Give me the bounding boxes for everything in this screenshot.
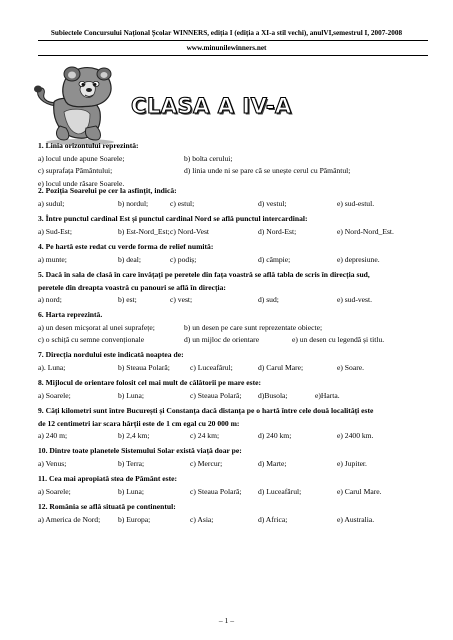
question-2: 2. Poziția Soarelui pe cer la asfințit, indică: <box>38 186 177 195</box>
question-9-option-c: c) 24 km; <box>190 431 220 440</box>
lion-cub-mascot-icon <box>30 62 122 146</box>
question-3-option-e: e) Nord-Nord_Est. <box>337 226 394 236</box>
question-1-option-a: a) locul unde apune Soarele; <box>38 153 125 163</box>
question-10-option-d: d) Marte; <box>258 458 287 468</box>
question-1: 1. Linia orizontului reprezintă: <box>38 141 139 150</box>
question-3-option-b: b) Est-Nord_Est; <box>118 226 170 236</box>
question-2-option-e: e) sud-estul. <box>337 198 375 208</box>
question-6-option-e: e) un desen cu legendă și titlu. <box>292 335 385 344</box>
question-5-option-a: a) nord; <box>38 295 62 304</box>
question-12-option-b: b) Europa; <box>118 514 151 524</box>
question-6-option-a: a) un desen micșorat al unei suprafețe; <box>38 322 155 332</box>
question-9-option-b: b) 2,4 km; <box>118 431 150 440</box>
question-10-option-b: b) Terra; <box>118 458 145 468</box>
question-3-option-a: a) Sud-Est; <box>38 226 72 236</box>
question-8-option-d: d)Busola; <box>258 390 288 400</box>
question-6-option-d: d) un mijloc de orientare <box>184 335 260 344</box>
question-11-option-d: d) Luceafărul; <box>258 486 302 496</box>
question-6-option-c: c) o schiță cu semne convenționale <box>38 335 145 344</box>
question-7-option-e: e) Soare. <box>337 362 364 372</box>
question-4-option-e: e) depresiune. <box>337 254 380 264</box>
question-4: 4. Pe hartă este redat cu verde forma de relief numită: <box>38 242 214 251</box>
page-title: CLASA A IV-A <box>131 94 292 118</box>
question-1-option-c: c) suprafața Pământului; <box>38 166 113 175</box>
question-8-option-e: e)Harta. <box>315 390 340 400</box>
question-5-option-b: b) est; <box>118 295 137 304</box>
question-12: 12. România se află situată pe continentul: <box>38 502 176 511</box>
question-1-option-e: e) locul unde răsare Soarele. <box>38 178 125 188</box>
question-1-option-b: b) bolta cerului; <box>184 153 233 163</box>
header-divider <box>38 40 428 41</box>
question-7-option-a: a). Luna; <box>38 362 66 372</box>
question-8-option-a: a) Soarele; <box>38 390 71 400</box>
question-11-option-a: a) Soarele; <box>38 486 71 496</box>
question-11-option-c: c) Steaua Polară; <box>190 486 242 496</box>
question-3-option-c: c) Nord-Vest <box>170 226 210 236</box>
question-9-option-d: d) 240 km; <box>258 431 292 440</box>
question-6-option-b: b) un desen pe care sunt reprezentate obiecte; <box>184 322 323 332</box>
question-5-option-c: c) vest; <box>170 295 193 304</box>
header-website: www.minunilewinners.net <box>186 44 267 52</box>
question-2-option-d: d) vestul; <box>258 198 287 208</box>
question-9: 9. Câți kilometri sunt între București și Constanța dacă distanța pe o hartă între cele două localități este <box>38 406 374 415</box>
question-9-option-a: a) 240 m; <box>38 431 68 440</box>
question-4-option-b: b) deal; <box>118 254 141 264</box>
page-number: – 1 – <box>218 616 235 625</box>
question-7-option-b: b) Steaua Polară; <box>118 362 170 372</box>
question-3: 3. Între punctul cardinal Est și punctul cardinal Nord se află punctul intercardinal: <box>38 214 308 223</box>
question-1-option-d: d) linia unde ni se pare că se unește cerul cu Pământul; <box>184 166 351 175</box>
question-7-option-c: c) Luceafărul; <box>190 362 233 372</box>
question-8-option-c: c) Steaua Polară; <box>190 390 242 400</box>
question-12-option-d: d) Africa; <box>258 514 288 524</box>
question-5-option-d: d) sud; <box>258 295 279 304</box>
question-9-option-e: e) 2400 km. <box>337 431 374 440</box>
question-4-option-c: c) podiș; <box>170 254 197 264</box>
header-divider-bottom <box>38 55 428 56</box>
question-2-option-b: b) nordul; <box>118 198 149 208</box>
question-12-option-c: c) Asia; <box>190 514 214 524</box>
question-6: 6. Harta reprezintă. <box>38 310 103 319</box>
question-4-option-a: a) munte; <box>38 254 67 264</box>
question-10-option-c: c) Mercur; <box>190 458 223 468</box>
question-5: 5. Dacă în sala de clasă în care învățați pe peretele din fața voastră se află tabla de scris în direcția sud, <box>38 270 370 279</box>
question-7: 7. Direcția nordului este indicată noaptea de: <box>38 350 184 359</box>
question-12-option-a: a) America de Nord; <box>38 514 101 524</box>
question-9-continued: de 12 centimetri iar scara hărții este de 1 cm egal cu 20 000 m: <box>38 418 240 428</box>
question-8-option-b: b) Luna; <box>118 390 144 400</box>
question-2-option-c: c) estul; <box>170 198 195 208</box>
question-10-option-e: e) Jupiter. <box>337 458 367 468</box>
question-11-option-e: e) Carul Mare. <box>337 486 382 496</box>
question-5-continued: peretele din dreapta voastră cu panouri se află în direcția: <box>38 282 226 292</box>
question-7-option-d: d) Carul Mare; <box>258 362 304 372</box>
question-4-option-d: d) câmpie; <box>258 254 291 264</box>
question-10-option-a: a) Venus; <box>38 458 67 468</box>
question-8: 8. Mijlocul de orientare folosit cel mai mult de călătorii pe mare este: <box>38 378 262 387</box>
question-11: 11. Cea mai apropiată stea de Pământ este: <box>38 474 178 483</box>
question-3-option-d: d) Nord-Est; <box>258 226 297 236</box>
question-10: 10. Dintre toate planetele Sistemului Solar există viață doar pe: <box>38 446 242 455</box>
header-title: Subiectele Concursului Național Școlar WINNERS, ediția I (ediția a XI-a stil vechi), anulVI,semestrul I, 2007-2008 <box>50 29 403 37</box>
question-11-option-b: b) Luna; <box>118 486 144 496</box>
question-12-option-e: e) Australia. <box>337 514 375 524</box>
question-5-option-e: e) sud-vest. <box>337 295 373 304</box>
question-2-option-a: a) sudul; <box>38 198 65 208</box>
